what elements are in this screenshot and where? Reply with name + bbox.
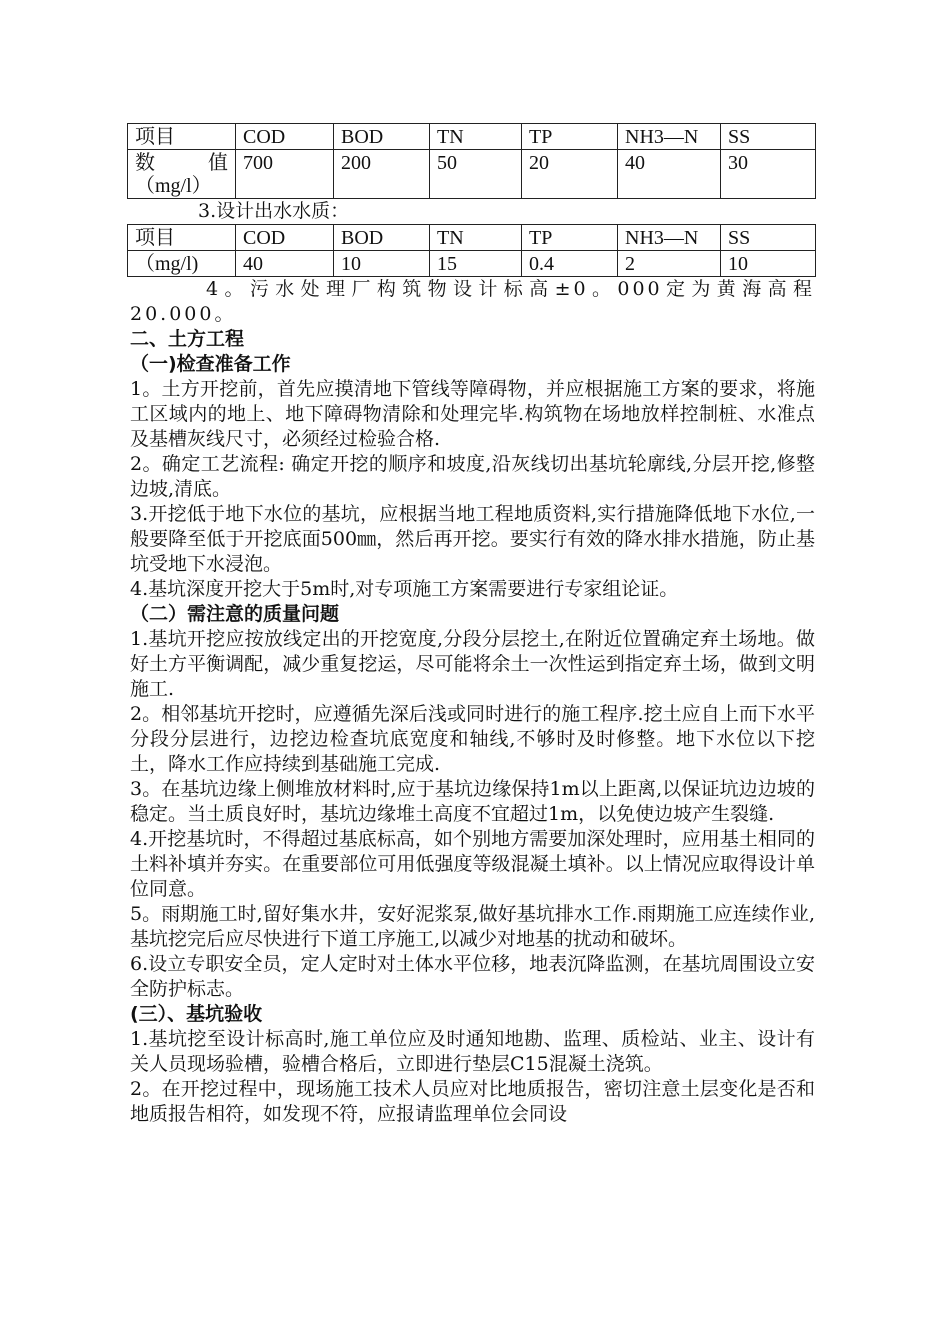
header-cell: 项目 [128,225,236,251]
value-cell: 700 [236,150,334,199]
row-label-cell: （mg/l) [128,251,236,277]
effluent-subtitle: 3.设计出水水质： [198,200,350,222]
paragraph: 5。雨期施工时,留好集水井，安好泥浆泵,做好基坑排水工作.雨期施工应连续作业,基坑挖完后应尽快进行下道工序施工,以减少对地基的扰动和破坏。 [130,903,815,950]
value-cell: 10 [334,251,430,277]
table-header-row [128,225,816,251]
header-cell: 项目 [128,124,236,150]
value-cell: 20 [522,150,618,199]
header-cell: NH3—N [618,124,721,150]
header-cell: TP [522,225,618,251]
header-cell: NH3—N [618,225,721,251]
header-cell: BOD [334,225,430,251]
value-cell: 40 [236,251,334,277]
header-cell: TN [430,225,522,251]
paragraph: 3。在基坑边缘上侧堆放材料时,应于基坑边缘保持1m以上距离,以保证坑边边坡的稳定。当土质良好时，基坑边缘堆土高度不宜超过1m，以免使边坡产生裂缝. [130,778,815,825]
value-cell: 10 [721,251,816,277]
document-body [130,123,815,1127]
section-title-earthworks: 二、土方工程 [130,328,245,350]
value-cell: 0.4 [522,251,618,277]
value-cell: 2 [618,251,721,277]
subsection-title-preparation: （一)检查准备工作 [130,353,291,375]
paragraph: 1.基坑开挖应按放线定出的开挖宽度,分段分层挖土,在附近位置确定弃土场地。做好土方平衡调配，减少重复挖运，尽可能将余土一次性运到指定弃土场，做到文明施工. [130,628,815,700]
paragraph: 2。确定工艺流程: 确定开挖的顺序和坡度,沿灰线切出基坑轮廓线,分层开挖,修整边坡,清底。 [130,453,815,500]
paragraph: 4.开挖基坑时，不得超过基底标高，如个别地方需要加深处理时，应用基土相同的土料补填并夯实。在重要部位可用低强度等级混凝土填补。以上情况应取得设计单位同意。 [130,828,815,900]
value-cell: 30 [721,150,816,199]
row-label-part: 数 [135,152,155,174]
table-row [128,251,816,277]
paragraph: 6.设立专职安全员，定人定时对土体水平位移，地表沉降监测，在基坑周围设立安全防护标志。 [130,953,815,1000]
subsection-title-pit-acceptance: (三）、基坑验收 [130,1003,263,1025]
paragraph: 3.开挖低于地下水位的基坑，应根据当地工程地质资料,实行措施降低地下水位,一般要降至低于开挖底面500㎜，然后再开挖。要实行有效的降水排水措施，防止基坑受地下水浸泡。 [130,503,815,575]
value-cell: 15 [430,251,522,277]
subsection-title-quality-issues: （二）需注意的质量问题 [130,603,340,625]
header-cell: SS [721,225,816,251]
influent-quality-table [127,123,816,199]
paragraph: 1.基坑挖至设计标高时,施工单位应及时通知地勘、监理、质检站、业主、设计有关人员现场验槽，验槽合格后，立即进行垫层C15混凝土浇筑。 [130,1028,815,1075]
header-cell: COD [236,225,334,251]
paragraph: 4.基坑深度开挖大于5m时,对专项施工方案需要进行专家组论证。 [130,578,679,600]
row-label-cell [128,150,236,199]
table-header-row [128,124,816,150]
header-cell: COD [236,124,334,150]
paragraph: 2。在开挖过程中，现场施工技术人员应对比地质报告，密切注意土层变化是否和地质报告相符，如发现不符，应报请监理单位会同设 [130,1078,815,1125]
header-cell: BOD [334,124,430,150]
row-label-unit: （mg/l） [135,175,212,197]
value-cell: 40 [618,150,721,199]
effluent-quality-table [127,224,816,277]
table-row [128,150,816,199]
row-label-part: 值 [208,152,228,174]
paragraph: 2。相邻基坑开挖时，应遵循先深后浅或同时进行的施工程序.挖土应自上而下水平分段分层进行，边挖边检查坑底宽度和轴线,不够时及时修整。地下水位以下挖土，降水工作应持续到基础施工完成. [130,703,815,775]
paragraph: 1。土方开挖前，首先应摸清地下管线等障碍物，并应根据施工方案的要求，将施工区域内的地上、地下障碍物清除和处理完毕.构筑物在场地放样控制桩、水准点及基槽灰线尺寸，必须经过检验合格. [130,378,815,450]
value-cell: 50 [430,150,522,199]
value-cell: 200 [334,150,430,199]
header-cell: SS [721,124,816,150]
header-cell: TN [430,124,522,150]
elevation-paragraph: 4。污水处理厂构筑物设计标高±0。000定为黄海高程20.000。 [130,278,815,325]
header-cell: TP [522,124,618,150]
